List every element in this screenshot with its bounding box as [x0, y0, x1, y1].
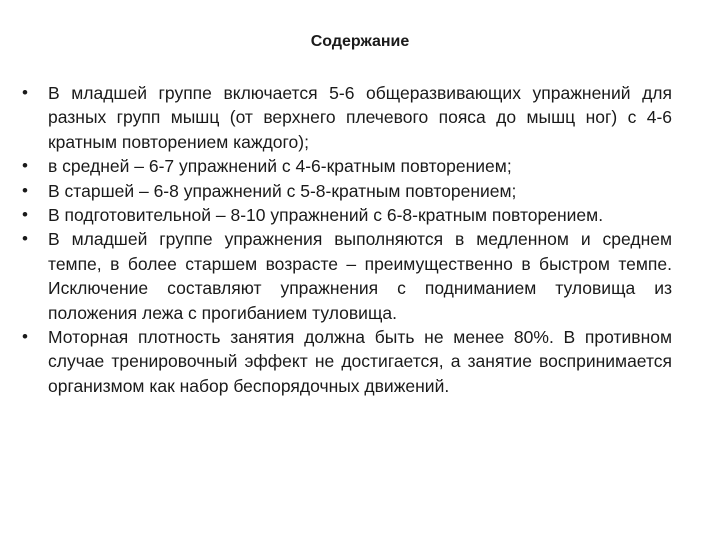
bullet-list [22, 81, 672, 398]
list-item [22, 227, 672, 325]
bullet-icon: • [22, 180, 28, 200]
list-item-text: В младшей группе включается 5-6 общеразвивающих упражнений для разных групп мышц (от верхнего плечевого пояса до мышц ног) с 4-6 кратным повторением каждого); [48, 83, 672, 152]
page-title: Содержание [310, 33, 410, 50]
list-item [22, 203, 672, 227]
bullet-icon: • [22, 156, 28, 176]
bullet-icon: • [22, 229, 28, 249]
bullet-icon: • [22, 83, 28, 102]
list-item-text: в средней – 6-7 упражнений с 4-6-кратным повторением; [48, 156, 512, 177]
list-item [22, 154, 672, 178]
list-item-text: В подготовительной – 8-10 упражнений с 6-8-кратным повторением. [48, 205, 604, 226]
bullet-icon: • [22, 205, 28, 225]
list-item-text: Моторная плотность занятия должна быть не менее 80%. В противном случае тренировочный эффект не достигается, а занятие воспринимается организмом как набор беспорядочных движений. [48, 327, 672, 396]
list-item [22, 325, 672, 398]
list-item [22, 179, 672, 203]
bullet-icon: • [22, 327, 28, 347]
list-item [22, 81, 672, 154]
list-item-text: В младшей группе упражнения выполняются в медленном и среднем темпе, в более старшем возрасте – преимущественно в быстром темпе. Исключение составляют упражнения с подниманием туловища из положения лежа с прогибанием туловища. [48, 229, 672, 323]
list-item-text: В старшей – 6-8 упражнений с 5-8-кратным повторением; [48, 180, 517, 201]
